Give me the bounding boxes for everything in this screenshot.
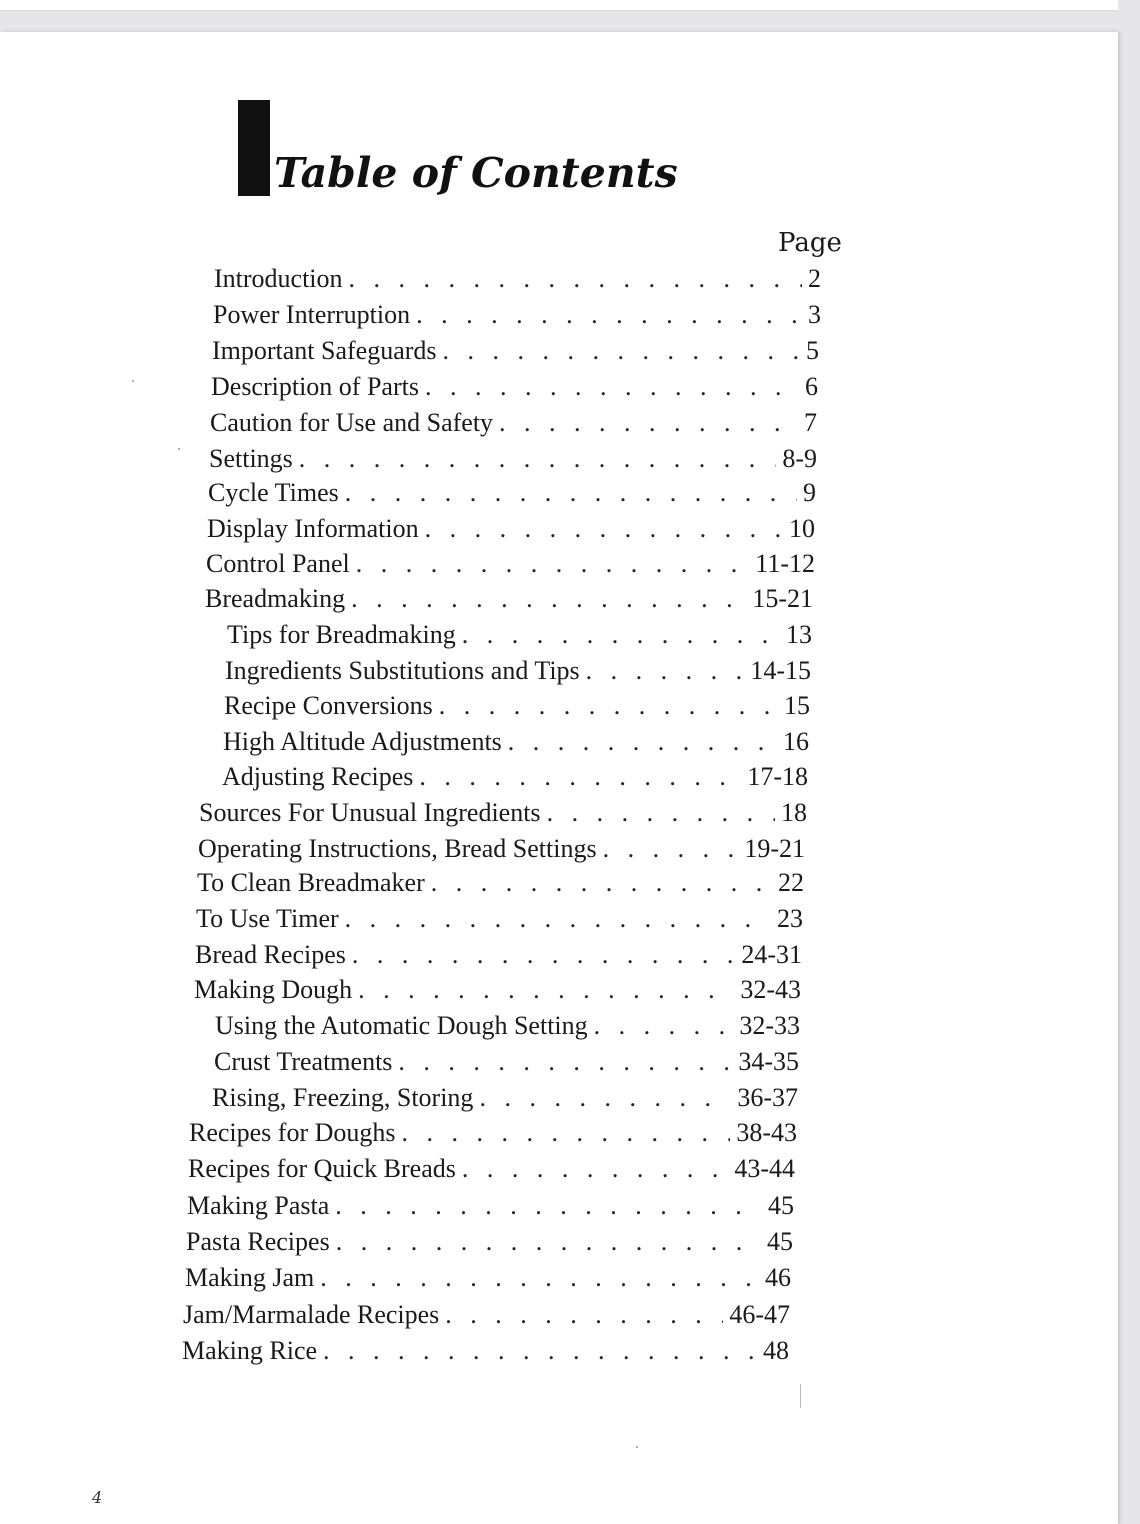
toc-entry bbox=[214, 1047, 799, 1083]
toc-entry-title: Recipes for Doughs bbox=[189, 1118, 396, 1147]
page-title: Table of Contents bbox=[274, 149, 678, 197]
toc-entry bbox=[189, 1118, 797, 1154]
toc-dot-leader bbox=[547, 798, 775, 828]
toc-entry-page: 3 bbox=[808, 300, 821, 329]
toc-entry bbox=[224, 691, 810, 727]
toc-dot-leader bbox=[499, 408, 798, 438]
toc-entry-title: Recipes for Quick Breads bbox=[188, 1154, 456, 1183]
toc-entry bbox=[225, 656, 811, 692]
page-column-label: Page bbox=[778, 228, 842, 258]
toc-dot-leader bbox=[594, 1011, 734, 1041]
toc-entry-page: 22 bbox=[778, 868, 804, 897]
toc-entry-title: Breadmaking bbox=[205, 584, 346, 613]
toc-dot-leader bbox=[402, 1118, 731, 1148]
toc-entry bbox=[210, 408, 817, 444]
toc-dot-leader bbox=[443, 336, 800, 366]
toc-entry bbox=[209, 444, 817, 480]
toc-dot-leader bbox=[431, 868, 772, 898]
toc-entry bbox=[211, 372, 818, 408]
toc-entry-page: 46-47 bbox=[729, 1300, 790, 1329]
toc-dot-leader bbox=[439, 691, 778, 721]
toc-entry-page: 34-35 bbox=[738, 1047, 799, 1076]
scan-speck bbox=[800, 1384, 801, 1408]
toc-entry-page: 45 bbox=[768, 1191, 794, 1220]
toc-dot-leader bbox=[356, 549, 750, 579]
toc-dot-leader bbox=[351, 584, 746, 614]
footer-page-number: 4 bbox=[92, 1488, 103, 1507]
toc-entry-title: Making Dough bbox=[194, 975, 353, 1004]
toc-entry-title: Sources For Unusual Ingredients bbox=[199, 798, 541, 827]
toc-entry bbox=[186, 1227, 793, 1263]
toc-entry-page: 16 bbox=[783, 727, 809, 756]
toc-entry-title: Jam/Marmalade Recipes bbox=[183, 1300, 440, 1329]
toc-dot-leader bbox=[603, 834, 739, 864]
toc-entry-title: Introduction bbox=[214, 264, 343, 293]
toc-entry-title: Making Jam bbox=[185, 1263, 315, 1292]
toc-entry-page: 6 bbox=[805, 372, 818, 401]
toc-dot-leader bbox=[320, 1263, 759, 1293]
toc-entry-title: Pasta Recipes bbox=[186, 1227, 330, 1256]
toc-entry-title: Bread Recipes bbox=[195, 940, 346, 969]
toc-dot-leader bbox=[349, 264, 802, 294]
toc-entry-page: 17-18 bbox=[747, 762, 808, 791]
toc-entry-title: Control Panel bbox=[206, 549, 350, 578]
toc-entry-page: 15-21 bbox=[752, 584, 813, 613]
toc-entry-title: To Use Timer bbox=[196, 904, 339, 933]
toc-dot-leader bbox=[479, 1083, 731, 1113]
toc-entry-title: Making Rice bbox=[182, 1336, 318, 1365]
toc-dot-leader bbox=[419, 762, 741, 792]
document-page bbox=[0, 32, 1118, 1524]
toc-entry bbox=[198, 834, 805, 870]
toc-dot-leader bbox=[335, 1191, 762, 1221]
toc-dot-leader bbox=[345, 904, 771, 934]
toc-dot-leader bbox=[345, 478, 797, 508]
toc-entry-page: 23 bbox=[777, 904, 803, 933]
toc-entry bbox=[222, 762, 808, 798]
toc-entry bbox=[206, 549, 815, 585]
toc-entry bbox=[223, 727, 809, 763]
toc-dot-leader bbox=[462, 620, 780, 650]
toc-entry bbox=[212, 336, 819, 372]
toc-entry bbox=[197, 868, 804, 904]
toc-entry-title: Settings bbox=[209, 444, 293, 473]
toc-dot-leader bbox=[323, 1336, 757, 1366]
toc-dot-leader bbox=[425, 372, 799, 402]
toc-entry-title: Adjusting Recipes bbox=[222, 762, 414, 791]
toc-dot-leader bbox=[299, 444, 777, 474]
toc-entry bbox=[208, 478, 816, 514]
toc-entry-title: Description of Parts bbox=[211, 372, 419, 401]
toc-entry-page: 24-31 bbox=[741, 940, 802, 969]
toc-dot-leader bbox=[445, 1300, 723, 1330]
toc-entry-title: Important Safeguards bbox=[212, 336, 437, 365]
toc-entry-page: 7 bbox=[804, 408, 817, 437]
toc-entry-page: 14-15 bbox=[750, 656, 811, 685]
toc-entry-title: Using the Automatic Dough Setting bbox=[215, 1011, 588, 1040]
toc-entry-page: 5 bbox=[806, 336, 819, 365]
toc-entry bbox=[227, 620, 812, 656]
toc-entry bbox=[185, 1263, 791, 1299]
toc-dot-leader bbox=[586, 656, 745, 686]
toc-entry-title: Operating Instructions, Bread Settings bbox=[198, 834, 597, 863]
toc-entry-page: 36-37 bbox=[737, 1083, 798, 1112]
toc-entry-page: 13 bbox=[786, 620, 812, 649]
toc-entry-title: Rising, Freezing, Storing bbox=[212, 1083, 474, 1112]
toc-dot-leader bbox=[508, 727, 777, 757]
toc-entry-page: 32-33 bbox=[739, 1011, 800, 1040]
toc-entry-page: 2 bbox=[808, 264, 821, 293]
toc-dot-leader bbox=[462, 1154, 728, 1184]
toc-dot-leader bbox=[336, 1227, 761, 1257]
heading bbox=[238, 100, 678, 196]
toc-entry bbox=[214, 264, 821, 300]
toc-entry bbox=[187, 1191, 794, 1227]
scan-speck bbox=[132, 380, 134, 382]
toc-dot-leader bbox=[425, 514, 783, 544]
toc-entry bbox=[194, 975, 801, 1011]
toc-entry-title: Display Information bbox=[207, 514, 419, 543]
toc-entry-page: 15 bbox=[784, 691, 810, 720]
toc-entry-title: Cycle Times bbox=[208, 478, 339, 507]
toc-entry-title: Caution for Use and Safety bbox=[210, 408, 494, 437]
toc-entry-page: 48 bbox=[763, 1336, 789, 1365]
heading-bar-decoration bbox=[238, 100, 270, 196]
toc-entry bbox=[195, 940, 802, 976]
toc-entry-title: Power Interruption bbox=[213, 300, 411, 329]
toc-entry-page: 46 bbox=[765, 1263, 791, 1292]
toc-entry-page: 45 bbox=[767, 1227, 793, 1256]
toc-entry bbox=[199, 798, 807, 834]
toc-entry bbox=[213, 300, 821, 336]
toc-entry-title: Ingredients Substitutions and Tips bbox=[225, 656, 580, 685]
toc-dot-leader bbox=[352, 940, 735, 970]
toc-entry-page: 32-43 bbox=[740, 975, 801, 1004]
top-strip bbox=[0, 0, 1118, 11]
toc-entry-page: 18 bbox=[781, 798, 807, 827]
toc-entry-title: Making Pasta bbox=[187, 1191, 330, 1220]
toc-entry-title: Tips for Breadmaking bbox=[227, 620, 456, 649]
toc-entry-page: 9 bbox=[803, 478, 816, 507]
toc-entry-page: 8-9 bbox=[782, 444, 817, 473]
toc-entry bbox=[205, 584, 813, 620]
toc-entry bbox=[183, 1300, 790, 1336]
toc-dot-leader bbox=[416, 300, 802, 330]
toc-dot-leader bbox=[358, 975, 734, 1005]
toc-entry-page: 11-12 bbox=[755, 549, 815, 578]
toc-entry bbox=[182, 1336, 789, 1372]
scan-speck bbox=[178, 448, 180, 450]
toc-entry-page: 10 bbox=[789, 514, 815, 543]
toc-entry-page: 43-44 bbox=[734, 1154, 795, 1183]
scan-speck bbox=[636, 1446, 638, 1448]
toc-entry bbox=[196, 904, 803, 940]
toc-entry bbox=[188, 1154, 795, 1190]
toc-entry-page: 19-21 bbox=[744, 834, 805, 863]
toc-entry bbox=[215, 1011, 800, 1047]
toc-entry bbox=[207, 514, 815, 550]
toc-entry-title: Recipe Conversions bbox=[224, 691, 433, 720]
toc-dot-leader bbox=[398, 1047, 732, 1077]
toc-entry bbox=[212, 1083, 798, 1119]
toc-entry-page: 38-43 bbox=[736, 1118, 797, 1147]
toc-entry-title: To Clean Breadmaker bbox=[197, 868, 425, 897]
toc-entry-title: High Altitude Adjustments bbox=[223, 727, 502, 756]
toc-entry-title: Crust Treatments bbox=[214, 1047, 393, 1076]
